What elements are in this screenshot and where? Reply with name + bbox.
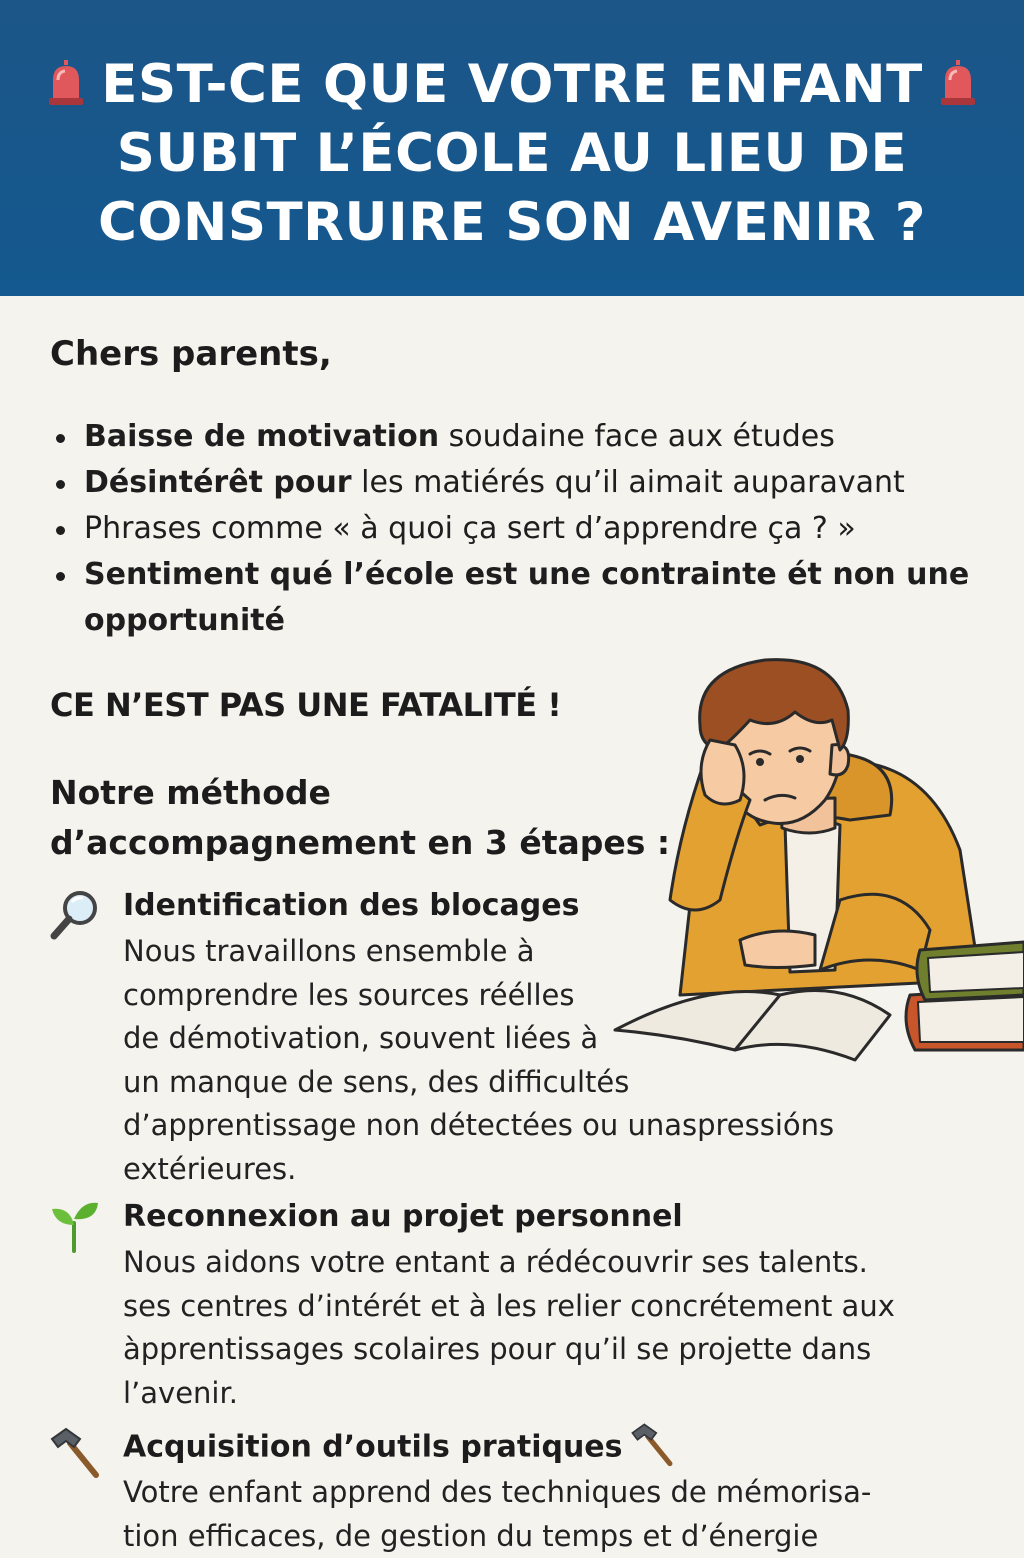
step-line: Nous aidons votre entant a rédécouvrir ses talents.	[123, 1241, 895, 1285]
title-line-1	[0, 50, 1024, 119]
method-heading	[50, 768, 690, 868]
siren-icon	[937, 60, 979, 106]
step-line: tion efficaces, de gestion du temps et d’énergie	[123, 1515, 871, 1558]
step-line: d’apprentissage non détectées ou unaspressións	[123, 1104, 834, 1148]
header-banner	[0, 0, 1024, 296]
step-line: Nous travaillons ensemble à	[123, 930, 834, 974]
list-item-bold: Sentiment qué l’école est une contrainte ét non une opportunité	[84, 557, 969, 638]
step-line: àpprentissages scolaires pour qu’il se projette dans	[123, 1328, 895, 1372]
step-line: ses centres d’intérét et à les relier concrétement aux	[123, 1285, 895, 1329]
step-description	[123, 930, 834, 1191]
list-item-bold: Baisse de motivation	[84, 419, 439, 454]
step-line: l’avenir.	[123, 1372, 895, 1416]
list-item	[50, 460, 970, 506]
title-line-2: SUBIT L’ÉCOLE AU LIEU DE	[0, 119, 1024, 188]
page-title	[0, 50, 1024, 257]
symptom-list	[50, 414, 970, 644]
greeting: Chers parents,	[50, 334, 332, 374]
student-hand	[701, 740, 744, 804]
title-line-3: CONSTRUIRE SON AVENIR ?	[0, 188, 1024, 257]
list-item	[50, 506, 970, 552]
sprout-icon	[48, 1199, 102, 1253]
list-item-text: soudaine face aux études	[439, 419, 835, 454]
siren-icon	[45, 60, 87, 106]
list-item	[50, 414, 970, 460]
hammer-icon	[629, 1421, 675, 1467]
list-item-bold: Désintérêt pour	[84, 465, 352, 500]
step-line: Votre enfant apprend des techniques de mémorisa-	[123, 1471, 871, 1515]
step-description	[123, 1471, 871, 1558]
title-text-1: EST-CE QUE VOTRE ENFANT	[101, 54, 923, 115]
method-heading-line-2: d’accompagnement en 3 étapes :	[50, 818, 690, 868]
step-line: un manque de sens, des difficultés	[123, 1061, 834, 1105]
step-line: de démotivation, souvent liées à	[123, 1017, 834, 1061]
list-item	[50, 552, 970, 644]
step-description	[123, 1241, 895, 1415]
step-line: comprendre les sources réélles	[123, 974, 834, 1018]
step-title	[123, 1425, 675, 1471]
step-title-text: Acquisition d’outils pratiques	[123, 1430, 623, 1465]
magnifier-icon	[48, 888, 102, 942]
step-title: Reconnexion au projet personnel	[123, 1199, 683, 1234]
method-heading-line-1: Notre méthode	[50, 768, 690, 818]
step-line: extérieures.	[123, 1148, 834, 1192]
list-item-text: Phrases comme « à quoi ça sert d’apprendre ça ? »	[84, 511, 856, 546]
step-title: Identification des blocages	[123, 888, 579, 923]
hammer-icon	[48, 1425, 102, 1479]
fatalite-heading: CE N’EST PAS UNE FATALITÉ !	[50, 686, 561, 724]
list-item-text: les matiérés qu’il aimait auparavant	[352, 465, 905, 500]
